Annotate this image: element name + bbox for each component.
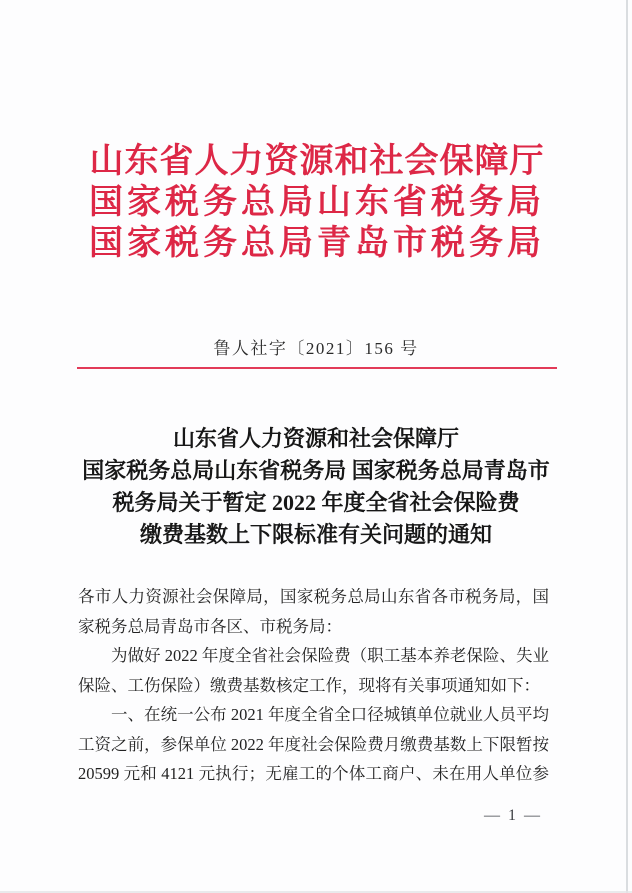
title-line-4: 缴费基数上下限标准有关问题的通知 bbox=[139, 522, 492, 547]
document-body bbox=[78, 582, 549, 789]
scan-edge-right bbox=[626, 0, 628, 893]
body-line: 各市人力资源社会保障局，国家税务总局山东省各市税务局，国 bbox=[78, 587, 549, 606]
paragraph-salutation bbox=[78, 582, 549, 641]
body-line: 20599 元和 4121 元执行；无雇工的个体工商户、未在用人单位参 bbox=[78, 764, 549, 783]
paragraph-item-1 bbox=[78, 700, 549, 789]
body-line: 为做好 2022 年度全省社会保险费（职工基本养老保险、失业 bbox=[111, 646, 549, 665]
letterhead bbox=[0, 141, 632, 264]
body-line: 一、在统一公布 2021 年度全省全口径城镇单位就业人员平均 bbox=[111, 705, 549, 724]
letterhead-line-1: 山东省人力资源和社会保障厅 bbox=[89, 143, 545, 180]
title-line-1: 山东省人力资源和社会保障厅 bbox=[172, 426, 459, 451]
red-divider-rule bbox=[77, 367, 557, 369]
document-title bbox=[0, 423, 632, 551]
page-number: — 1 — bbox=[484, 807, 542, 824]
body-line: 家税务总局青岛市各区、市税务局： bbox=[78, 616, 342, 636]
document-number: 鲁人社字〔2021〕156 号 bbox=[213, 339, 419, 358]
letterhead-line-2: 国家税务总局山东省税务局 bbox=[89, 184, 545, 221]
letterhead-line-3: 国家税务总局青岛市税务局 bbox=[89, 225, 545, 262]
paragraph-intro bbox=[78, 641, 549, 700]
title-line-3: 税务局关于暂定 2022 年度全省社会保险费 bbox=[112, 490, 520, 515]
body-line: 工资之前，参保单位 2022 年度社会保险费月缴费基数上下限暂按 bbox=[78, 734, 549, 754]
title-line-2: 国家税务总局山东省税务局 国家税务总局青岛市 bbox=[82, 458, 550, 483]
body-line: 保险、工伤保险）缴费基数核定工作，现将有关事项通知如下： bbox=[78, 675, 540, 695]
